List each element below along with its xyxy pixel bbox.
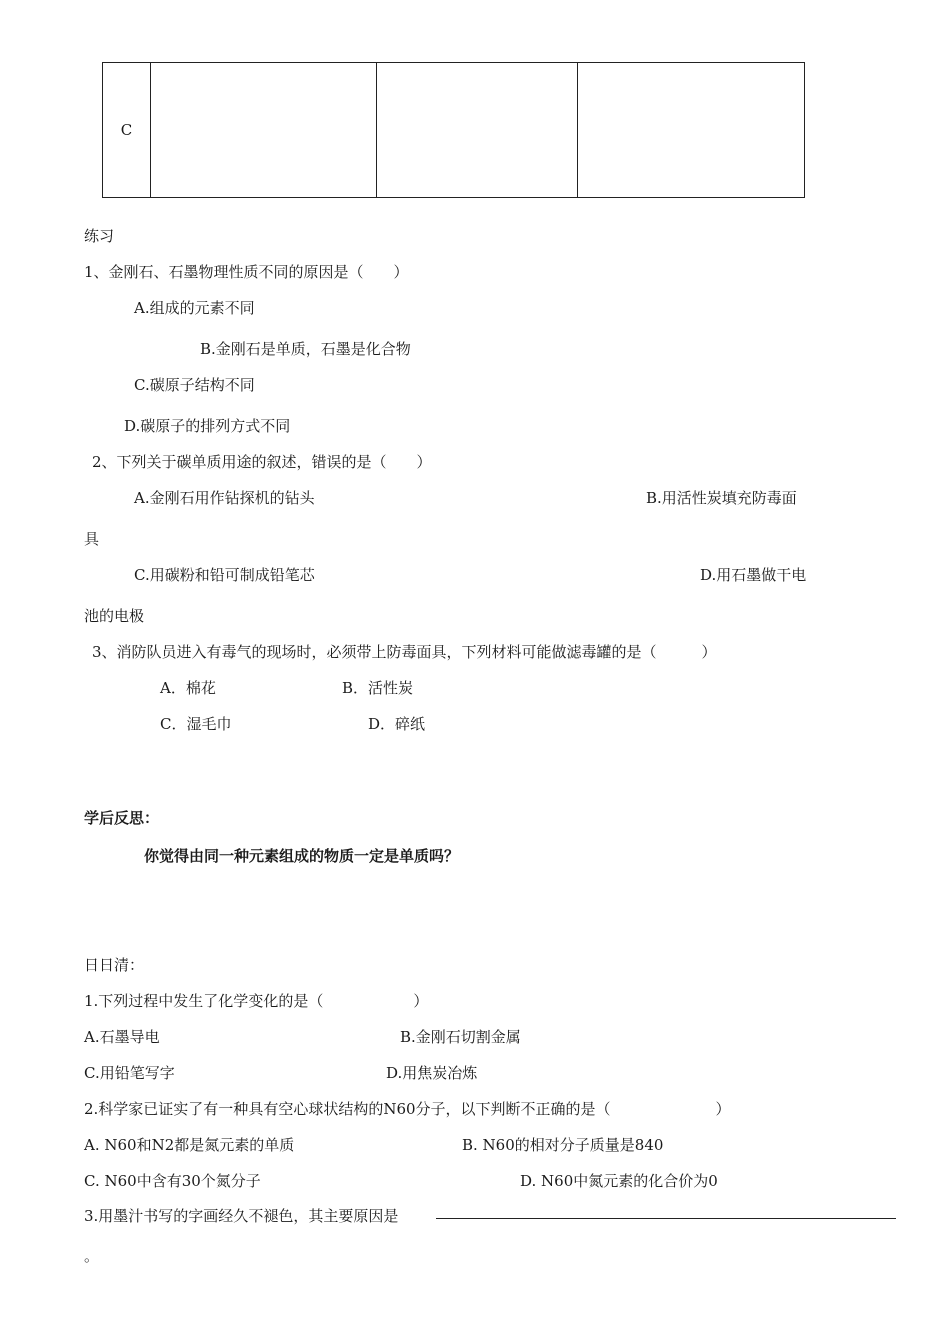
daily-q3-stem: 3.用墨汁书写的字画经久不褪色，其主要原因是 (84, 1207, 399, 1225)
answer-table (102, 62, 805, 198)
practice-q1-option-d: D.碳原子的排列方式不同 (124, 417, 291, 435)
table-cell (578, 63, 805, 198)
practice-q3-option-c: C．湿毛巾 (160, 715, 232, 733)
practice-q2-stem: 2、下列关于碳单质用途的叙述，错误的是（ ） (92, 453, 432, 471)
daily-q2-stem: 2.科学家已证实了有一种具有空心球状结构的N60分子，以下判断不正确的是（ ） (84, 1100, 731, 1118)
reflection-heading: 学后反思： (84, 809, 160, 827)
practice-q2-option-a: A.金刚石用作钻探机的钻头 (134, 489, 315, 507)
practice-q3-option-a: A．棉花 (160, 679, 216, 697)
daily-q1-option-d: D.用焦炭冶炼 (386, 1064, 478, 1082)
practice-q2-option-b-wrap: 具 (84, 530, 100, 548)
practice-q3-option-d: D．碎纸 (368, 715, 426, 733)
daily-q3-end: 。 (84, 1247, 100, 1265)
daily-q2-option-c: C. N60中含有30个氮分子 (84, 1172, 261, 1190)
practice-q3-stem: 3、消防队员进入有毒气的现场时，必须带上防毒面具，下列材料可能做滤毒罐的是（ ） (92, 643, 717, 661)
practice-q2-option-d: D.用石墨做干电 (700, 566, 807, 584)
daily-q1-option-b: B.金刚石切割金属 (400, 1028, 521, 1046)
practice-q1-option-a: A.组成的元素不同 (134, 299, 255, 317)
practice-q1-option-b: B.金刚石是单质，石墨是化合物 (200, 340, 411, 358)
practice-q2-option-c: C.用碳粉和铅可制成铅笔芯 (134, 566, 315, 584)
daily-heading: 日日清： (84, 956, 145, 974)
practice-heading: 练习 (84, 227, 115, 245)
daily-q1-stem: 1.下列过程中发生了化学变化的是（ ） (84, 992, 429, 1010)
daily-q1-option-a: A.石墨导电 (84, 1028, 160, 1046)
table-cell (377, 63, 578, 198)
daily-q2-option-d: D. N60中氮元素的化合价为0 (520, 1172, 718, 1190)
practice-q1-option-c: C.碳原子结构不同 (134, 376, 255, 394)
daily-q1-option-c: C.用铅笔写字 (84, 1064, 175, 1082)
practice-q1-stem: 1、金刚石、石墨物理性质不同的原因是（ ） (84, 263, 409, 281)
daily-q2-option-a: A. N60和N2都是氮元素的单质 (84, 1136, 295, 1154)
reflection-question: 你觉得由同一种元素组成的物质一定是单质吗？ (144, 847, 460, 865)
table-row-label: C (103, 63, 151, 198)
practice-q2-option-d-wrap: 池的电极 (84, 607, 145, 625)
practice-q2-option-b: B.用活性炭填充防毒面 (646, 489, 797, 507)
daily-q2-option-b: B. N60的相对分子质量是840 (462, 1136, 664, 1154)
table-cell (151, 63, 377, 198)
practice-q3-option-b: B．活性炭 (342, 679, 414, 697)
answer-blank-line[interactable] (436, 1218, 896, 1219)
